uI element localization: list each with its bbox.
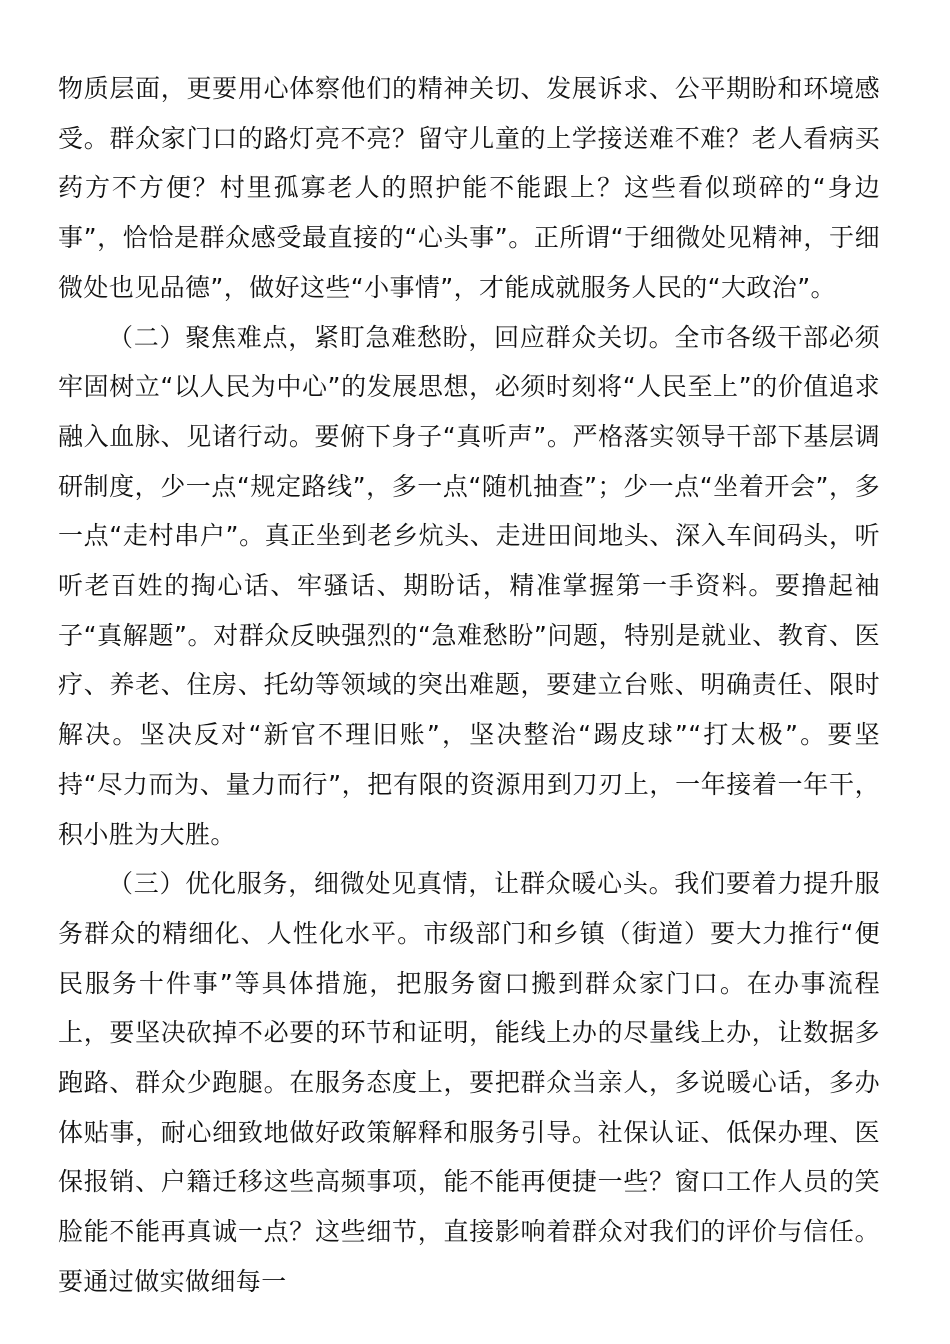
paragraph-continued: 物质层面，更要用心体察他们的精神关切、发展诉求、公平期盼和环境感受。群众家门口的路灯亮不亮？留守儿童的上学接送难不难？老人看病买药方不方便？村里孤寡老人的照护能不能跟上？这些看似琐碎的“身边事”，恰恰是群众感受最直接的“心头事”。正所谓“于细微处见精神，于细微处也见品德”，做好这些“小事情”，才能成就服务人民的“大政治”。 <box>58 74 880 302</box>
paragraph-section-2: （二）聚焦难点，紧盯急难愁盼，回应群众关切。全市各级干部必须牢固树立“以人民为中心”的发展思想，必须时刻将“人民至上”的价值追求融入血脉、见诸行动。要俯下身子“真听声”。严格落实领导干部下基层调研制度，少一点“规定路线”，多一点“随机抽查”；少一点“坐着开会”，多一点“走村串户”。真正坐到老乡炕头、走进田间地头、深入车间码头，听听老百姓的掏心话、牢骚话、期盼话，精准掌握第一手资料。要撸起袖子“真解题”。对群众反映强烈的“急难愁盼”问题，特别是就业、教育、医疗、养老、住房、托幼等领域的突出难题，要建立台账、明确责任、限时解决。坚决反对“新官不理旧账”，坚决整治“踢皮球”“打太极”。要坚持“尽力而为、量力而行”，把有限的资源用到刀刃上，一年接着一年干，积小胜为大胜。 <box>58 322 880 849</box>
document-body <box>58 64 880 1307</box>
paragraph-section-3: （三）优化服务，细微处见真情，让群众暖心头。我们要着力提升服务群众的精细化、人性化水平。市级部门和乡镇（街道）要大力推行“便民服务十件事”等具体措施，把服务窗口搬到群众家门口。在办事流程上，要坚决砍掉不必要的环节和证明，能线上办的尽量线上办，让数据多跑路、群众少跑腿。在服务态度上，要把群众当亲人，多说暖心话，多办体贴事，耐心细致地做好政策解释和服务引导。社保认证、低保办理、医保报销、户籍迁移这些高频事项，能不能再便捷一些？窗口工作人员的笑脸能不能再真诚一点？这些细节，直接影响着群众对我们的评价与信任。要通过做实做细每一 <box>58 869 880 1296</box>
